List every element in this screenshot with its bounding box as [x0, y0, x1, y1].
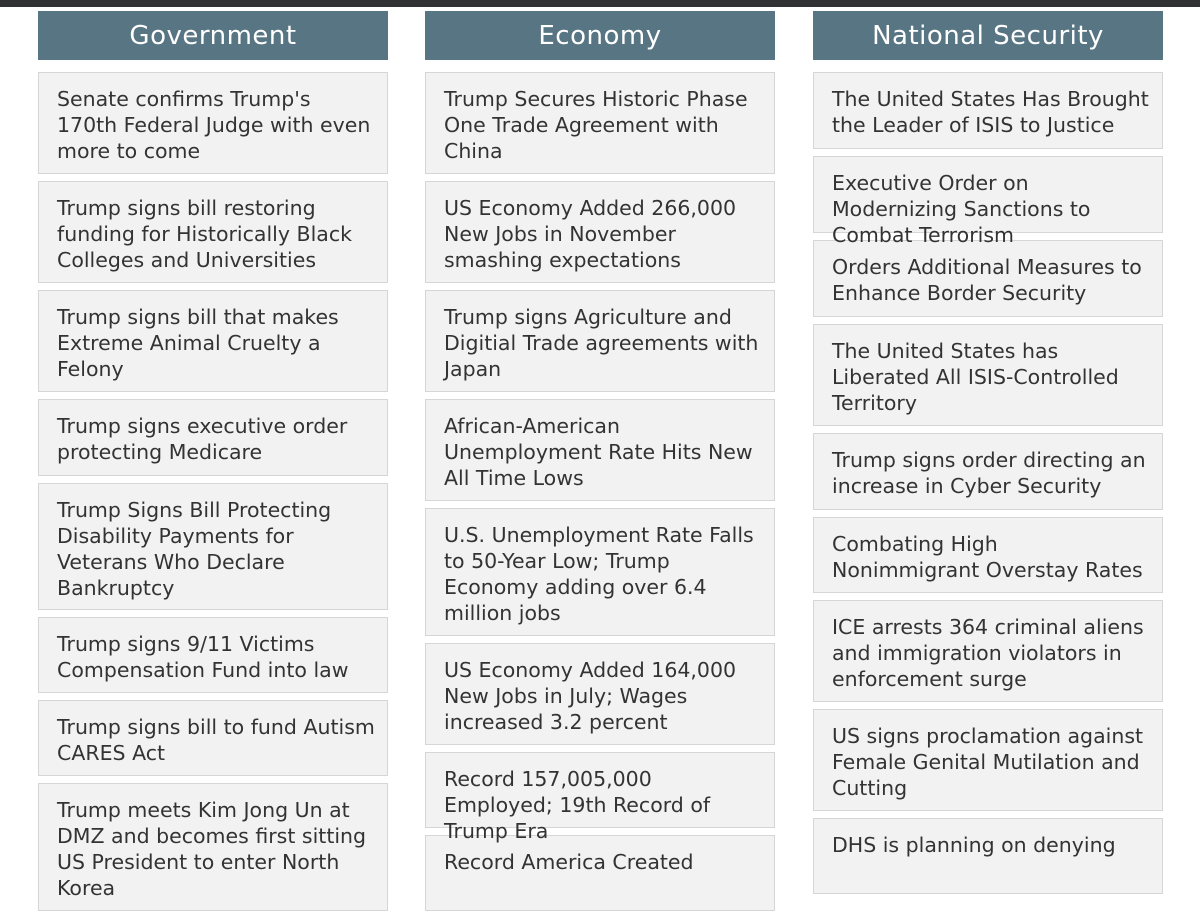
news-card[interactable]: Senate confirms Trump's 170th Federal Judge with even more to come [38, 72, 388, 174]
column-economy [425, 11, 775, 918]
top-bar [0, 0, 1200, 7]
column-header: Government [38, 11, 388, 60]
news-card[interactable]: Trump signs bill that makes Extreme Animal Cruelty a Felony [38, 290, 388, 392]
column-national-security [813, 11, 1163, 901]
news-card[interactable]: Trump signs bill to fund Autism CARES Act [38, 700, 388, 776]
news-card[interactable]: ICE arrests 364 criminal aliens and immigration violators in enforcement surge [813, 600, 1163, 702]
news-card[interactable]: Combating High Nonimmigrant Overstay Rates [813, 517, 1163, 593]
news-card[interactable]: Trump Signs Bill Protecting Disability Payments for Veterans Who Declare Bankruptcy [38, 483, 388, 610]
news-card[interactable]: The United States has Liberated All ISIS-Controlled Territory [813, 324, 1163, 426]
news-card[interactable]: Trump signs bill restoring funding for Historically Black Colleges and Universities [38, 181, 388, 283]
news-card[interactable]: Record 157,005,000 Employed; 19th Record of Trump Era [425, 752, 775, 828]
news-card[interactable]: Trump signs Agriculture and Digitial Trade agreements with Japan [425, 290, 775, 392]
news-card[interactable]: Trump Secures Historic Phase One Trade Agreement with China [425, 72, 775, 174]
news-card[interactable]: US Economy Added 164,000 New Jobs in July; Wages increased 3.2 percent [425, 643, 775, 745]
news-card[interactable]: U.S. Unemployment Rate Falls to 50-Year Low; Trump Economy adding over 6.4 million jobs [425, 508, 775, 636]
news-card[interactable]: US Economy Added 266,000 New Jobs in November smashing expectations [425, 181, 775, 283]
news-card[interactable]: Trump meets Kim Jong Un at DMZ and becomes first sitting US President to enter North Korea [38, 783, 388, 911]
news-card[interactable]: DHS is planning on denying [813, 818, 1163, 894]
news-card[interactable]: Trump signs order directing an increase in Cyber Security [813, 433, 1163, 510]
news-card[interactable]: Orders Additional Measures to Enhance Border Security [813, 240, 1163, 317]
news-card[interactable]: Executive Order on Modernizing Sanctions to Combat Terrorism [813, 156, 1163, 233]
news-card[interactable]: African-American Unemployment Rate Hits New All Time Lows [425, 399, 775, 501]
column-header: National Security [813, 11, 1163, 60]
news-card[interactable]: Record America Created [425, 835, 775, 911]
news-card[interactable]: US signs proclamation against Female Genital Mutilation and Cutting [813, 709, 1163, 811]
news-card[interactable]: The United States Has Brought the Leader of ISIS to Justice [813, 72, 1163, 149]
news-card[interactable]: Trump signs 9/11 Victims Compensation Fund into law [38, 617, 388, 693]
column-government [38, 11, 388, 918]
column-header: Economy [425, 11, 775, 60]
news-card[interactable]: Trump signs executive order protecting Medicare [38, 399, 388, 476]
